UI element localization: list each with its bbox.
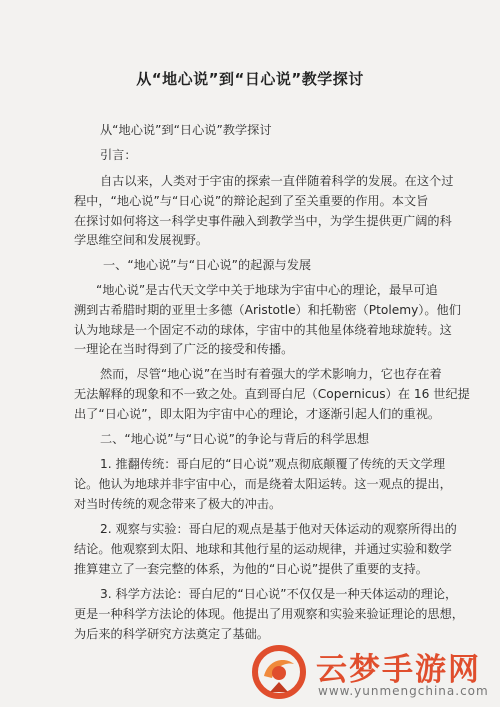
body-line: 对当时传统的观念带来了极大的冲击。 <box>74 497 282 511</box>
brand-logo-icon <box>250 642 308 700</box>
body-line: 一理论在当时得到了广泛的接受和传播。 <box>74 342 294 356</box>
body-line: 引言： <box>100 148 137 162</box>
body-line: 在探讨如何将这一科学史事件融入到教学当中，为学生提供更广阔的科 <box>74 214 452 228</box>
body-line: 然而，尽管“地心说”在当时有着强大的学术影响力，它也存在着 <box>100 367 442 381</box>
watermark <box>250 640 495 702</box>
body-line: 学思维空间和发展视野。 <box>74 233 209 247</box>
brand-url: www.yunmengchina.com <box>318 684 489 698</box>
body-line: 结论。他观察到太阳、地球和其他行星的运动规律，并通过实验和数学 <box>74 542 452 556</box>
body-line: 溯到古希腊时期的亚里士多德（Aristotle）和托勒密（Ptolemy）。他们 <box>74 303 461 317</box>
body-line: 从“地心说”到“日心说”教学探讨 <box>100 123 272 137</box>
brand-name: 云梦手游网 <box>316 652 481 688</box>
body-line: 无法解释的现象和不一致之处。直到哥白尼（Copernicus）在 16 世纪提 <box>74 387 470 401</box>
body-line: 二、“地心说”与“日心说”的争论与背后的科学思想 <box>100 432 370 446</box>
body-line: 自古以来，人类对于宇宙的探索一直伴随着科学的发展。在这个过 <box>100 174 454 188</box>
body-line: 1. 推翻传统：哥白尼的“日心说”观点彻底颠覆了传统的天文学理 <box>100 457 446 471</box>
body-line: “地心说”是古代天文学中关于地球为宇宙中心的理论，最早可追 <box>96 283 438 297</box>
body-line: 论。他认为地球并非宇宙中心，而是绕着太阳运转。这一观点的提出， <box>74 477 452 491</box>
body-line: 认为地球是一个固定不动的球体，宇宙中的其他星体绕着地球旋转。这 <box>74 323 452 337</box>
body-line: 程中，“地心说”与“日心说”的辩论起到了至关重要的作用。本文旨 <box>74 194 429 208</box>
body-line: 推算建立了一套完整的体系，为他的“日心说”提供了重要的支持。 <box>74 562 428 576</box>
body-line: 一、“地心说”与“日心说”的起源与发展 <box>103 258 312 272</box>
body-line: 2. 观察与实验：哥白尼的观点是基于他对天体运动的观察所得出的 <box>100 522 457 536</box>
body-line: 出了“日心说”，即太阳为宇宙中心的理论，才逐渐引起人们的重视。 <box>74 407 441 421</box>
body-line: 3. 科学方法论：哥白尼的“日心说”不仅仅是一种天体运动的理论， <box>100 587 458 601</box>
body-line: 更是一种科学方法论的体现。他提出了用观察和实验来验证理论的思想， <box>74 607 464 621</box>
document-title: 从“地心说”到“日心说”教学探讨 <box>136 70 364 88</box>
body-line: 为后来的科学研究方法奠定了基础。 <box>74 627 269 641</box>
